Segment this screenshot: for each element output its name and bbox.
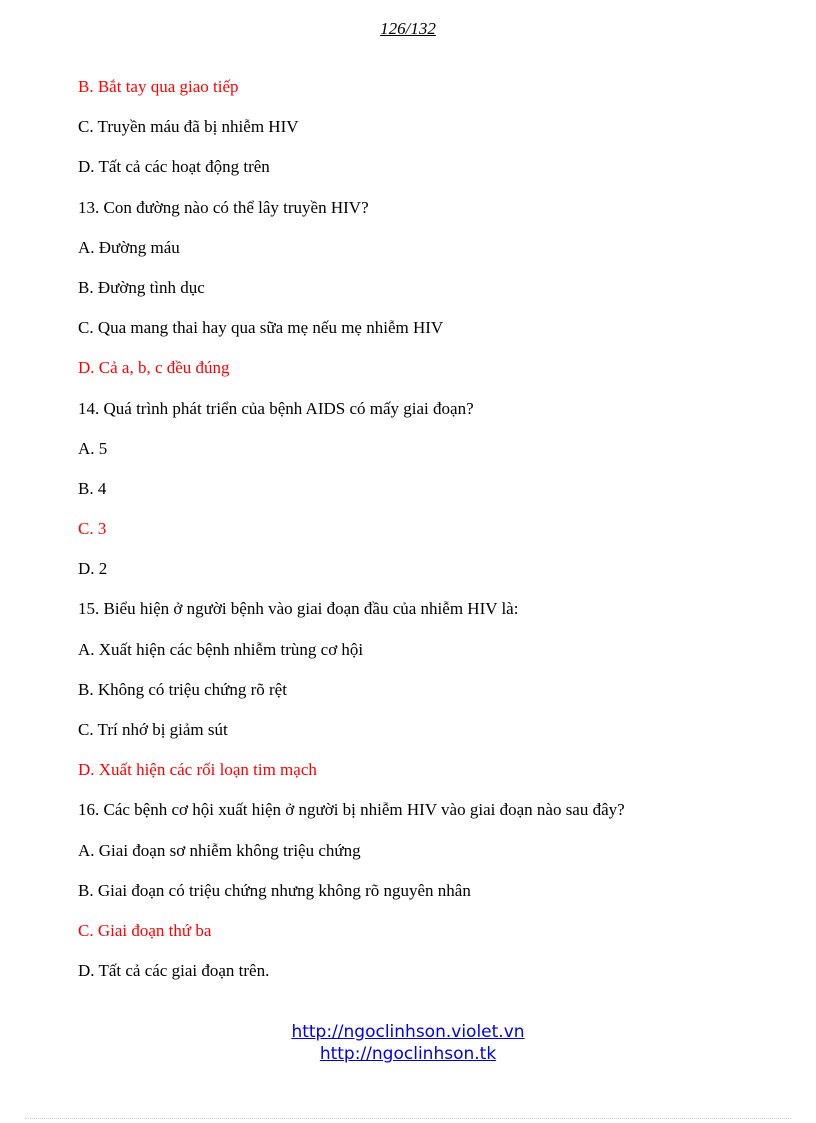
answer-line-correct: D. Cả a, b, c đều đúng	[78, 358, 230, 378]
answer-line-correct: D. Xuất hiện các rối loạn tim mạch	[78, 760, 317, 780]
text-line: B. Đường tình dục	[78, 277, 205, 297]
footer-link-tk[interactable]: http://ngoclinhson.tk	[319, 1044, 497, 1064]
text-line: D. 2	[78, 559, 108, 579]
question-list	[78, 76, 778, 1000]
text-line: C. Qua mang thai hay qua sữa mẹ nếu mẹ nhiễm HIV	[78, 318, 444, 338]
text-line: 13. Con đường nào có thể lây truyền HIV?	[78, 197, 369, 217]
text-line: D. Tất cả các hoạt động trên	[78, 157, 270, 177]
text-line: C. Truyền máu đã bị nhiễm HIV	[78, 117, 299, 137]
footer-link-violet[interactable]: http://ngoclinhson.violet.vn	[291, 1022, 525, 1042]
text-line: A. Đường máu	[78, 237, 180, 257]
text-line: 14. Quá trình phát triển của bệnh AIDS có mấy giai đoạn?	[78, 398, 474, 418]
text-line: B. 4	[78, 478, 107, 498]
footer-links	[0, 1021, 816, 1065]
text-line: 15. Biểu hiện ở người bệnh vào giai đoạn đầu của nhiễm HIV là:	[78, 599, 519, 619]
text-line: 16. Các bệnh cơ hội xuất hiện ở người bị nhiễm HIV vào giai đoạn nào sau đây?	[78, 800, 625, 820]
text-line: A. Xuất hiện các bệnh nhiễm trùng cơ hội	[78, 639, 364, 659]
text-line: A. 5	[78, 438, 108, 458]
text-line: B. Giai đoạn có triệu chứng nhưng không rõ nguyên nhân	[78, 880, 471, 900]
page-bottom-divider	[25, 1118, 791, 1119]
text-line: D. Tất cả các giai đoạn trên.	[78, 961, 270, 981]
answer-line-correct: C. Giai đoạn thứ ba	[78, 920, 212, 940]
text-line: C. Trí nhớ bị giảm sút	[78, 720, 228, 739]
page-number: 126/132	[380, 19, 436, 38]
answer-line-correct: C. 3	[78, 519, 107, 539]
text-line: A. Giai đoạn sơ nhiễm không triệu chứng	[78, 840, 361, 860]
answer-line-correct: B. Bắt tay qua giao tiếp	[78, 77, 239, 96]
text-line: B. Không có triệu chứng rõ rệt	[78, 679, 287, 699]
